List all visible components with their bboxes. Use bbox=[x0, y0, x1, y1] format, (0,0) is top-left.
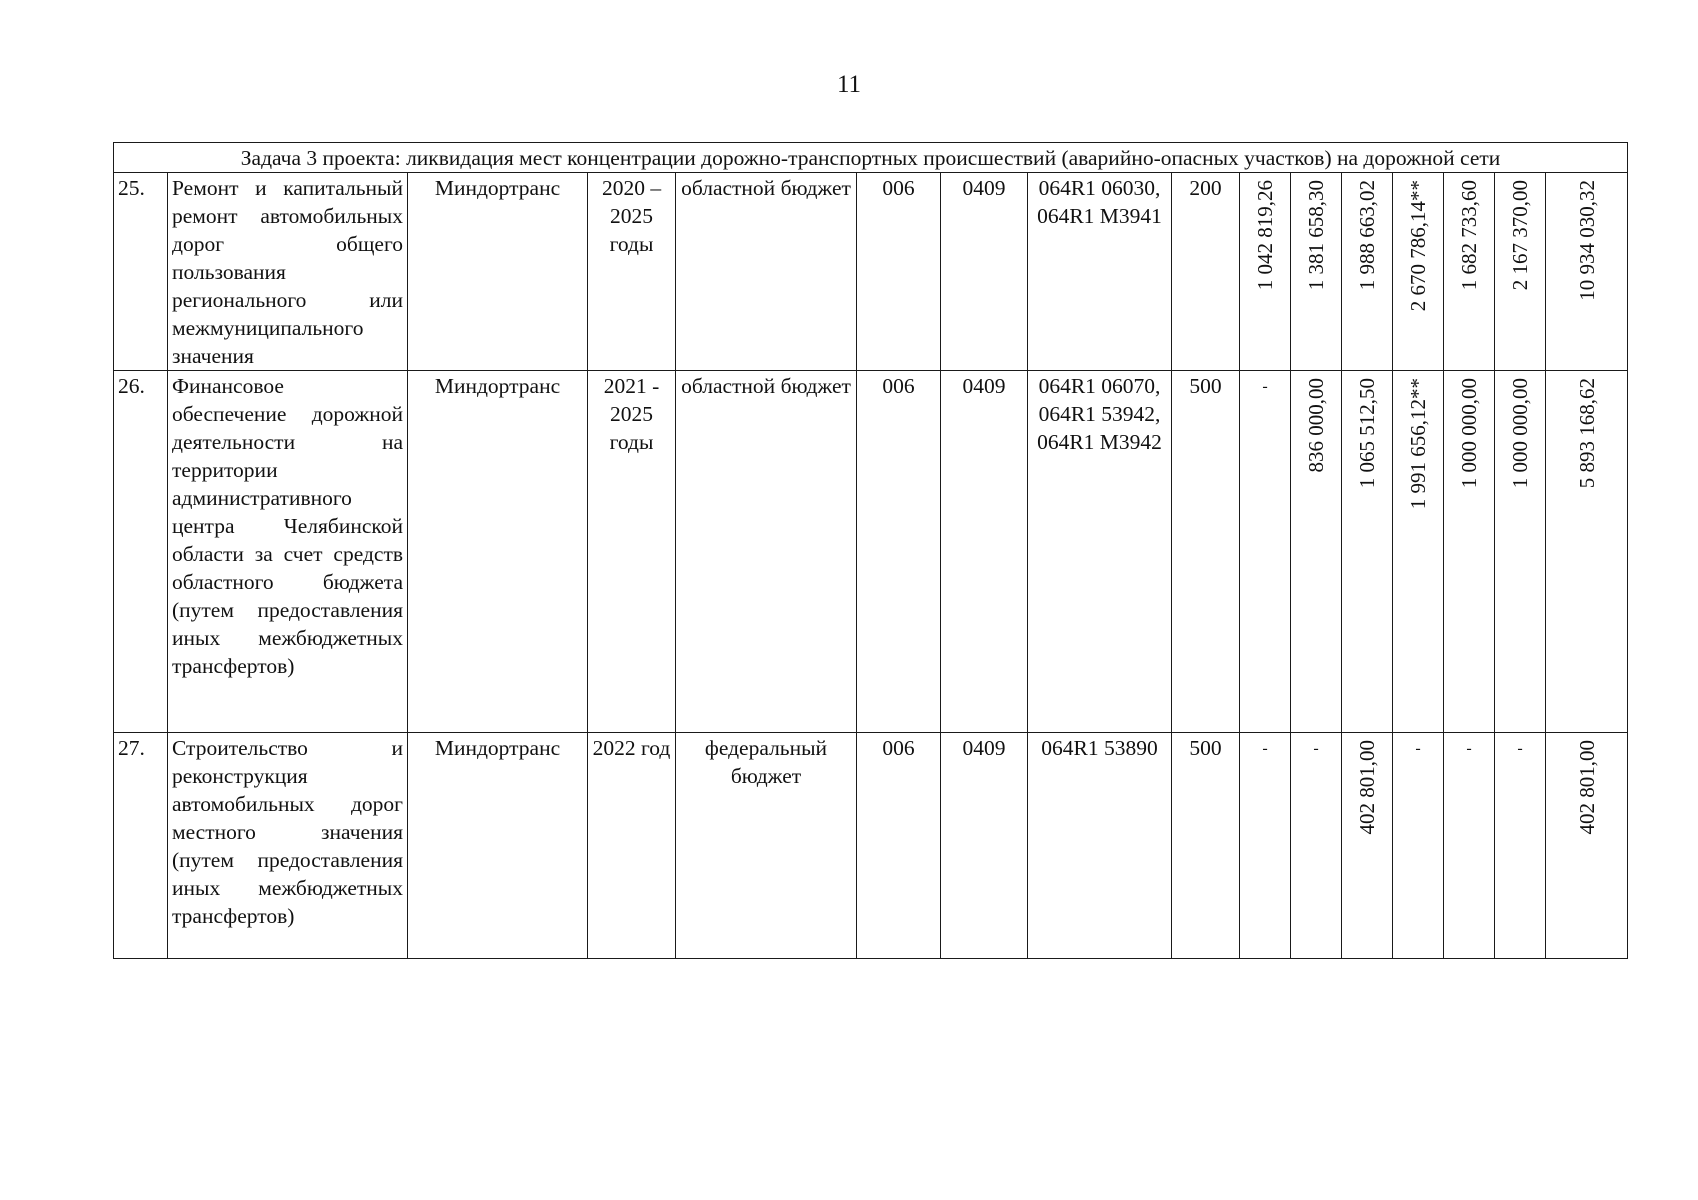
period: 2022 год bbox=[588, 733, 676, 959]
empty-amount-dash: - bbox=[1262, 740, 1268, 757]
funding-source: областной бюджет bbox=[676, 371, 857, 733]
amount-value: 836 000,00 bbox=[1304, 378, 1328, 473]
amount-value: 1 991 656,12** bbox=[1406, 378, 1430, 510]
empty-amount-dash: - bbox=[1262, 378, 1268, 395]
amount-cell bbox=[1495, 733, 1546, 959]
amount-value: 402 801,00 bbox=[1574, 740, 1599, 835]
amount-cell bbox=[1546, 173, 1628, 371]
section-code: 0409 bbox=[941, 733, 1028, 959]
table-row bbox=[114, 173, 1628, 371]
empty-amount-dash: - bbox=[1466, 740, 1472, 757]
measure-description bbox=[168, 371, 408, 733]
amount-value: 1 000 000,00 bbox=[1508, 378, 1532, 489]
amount-cell bbox=[1240, 733, 1291, 959]
budget-table bbox=[113, 142, 1628, 959]
target-article: 064R1 06030, 064R1 M3941 bbox=[1028, 173, 1172, 371]
executor: Миндортранс bbox=[408, 173, 588, 371]
measure-description bbox=[168, 173, 408, 371]
section-code: 0409 bbox=[941, 173, 1028, 371]
empty-amount-dash: - bbox=[1313, 740, 1319, 757]
amount-value: 1 381 658,30 bbox=[1304, 180, 1328, 291]
measure-description bbox=[168, 733, 408, 959]
amount-cell bbox=[1291, 733, 1342, 959]
amount-cell bbox=[1444, 173, 1495, 371]
amount-cell bbox=[1291, 371, 1342, 733]
grbs-code: 006 bbox=[857, 371, 941, 733]
amount-value: 402 801,00 bbox=[1355, 740, 1379, 835]
amount-value: 1 065 512,50 bbox=[1355, 378, 1379, 489]
amount-cell bbox=[1240, 173, 1291, 371]
expense-type: 500 bbox=[1172, 371, 1240, 733]
amount-value: 10 934 030,32 bbox=[1574, 180, 1599, 301]
description-last-line: трансфертов) bbox=[172, 654, 295, 678]
table-row bbox=[114, 371, 1628, 733]
target-article: 064R1 53890 bbox=[1028, 733, 1172, 959]
description-text: Финансовое обеспечение дорожной деятельности на территории административного центра Челябинской области за счет средств областного бюджета (путем предоставления иных межбюджетных bbox=[172, 374, 403, 650]
amount-cell bbox=[1342, 733, 1393, 959]
amount-value: 1 042 819,26 bbox=[1253, 180, 1277, 291]
row-number: 26. bbox=[114, 371, 168, 733]
amount-value: 5 893 168,62 bbox=[1574, 378, 1599, 489]
expense-type: 500 bbox=[1172, 733, 1240, 959]
table-row bbox=[114, 733, 1628, 959]
description-last-line: трансфертов) bbox=[172, 904, 295, 928]
description-text: Ремонт и капитальный ремонт автомобильных дорог общего пользования регионального или межмуниципального bbox=[172, 176, 403, 340]
description-last-line: значения bbox=[172, 344, 254, 368]
amount-cell bbox=[1444, 733, 1495, 959]
amount-cell bbox=[1342, 173, 1393, 371]
section-code: 0409 bbox=[941, 371, 1028, 733]
funding-source: областной бюджет bbox=[676, 173, 857, 371]
target-article: 064R1 06070, 064R1 53942, 064R1 M3942 bbox=[1028, 371, 1172, 733]
funding-source: федеральный бюджет bbox=[676, 733, 857, 959]
amount-value: 1 682 733,60 bbox=[1457, 180, 1481, 291]
amount-value: 2 670 786,14** bbox=[1406, 180, 1430, 312]
amount-cell bbox=[1495, 173, 1546, 371]
period: 2020 – 2025 годы bbox=[588, 173, 676, 371]
period: 2021 - 2025 годы bbox=[588, 371, 676, 733]
description-text: Строительство и реконструкция автомобильных дорог местного значения (путем предоставления иных межбюджетных bbox=[172, 736, 403, 900]
amount-cell bbox=[1393, 371, 1444, 733]
executor: Миндортранс bbox=[408, 371, 588, 733]
amount-cell bbox=[1444, 371, 1495, 733]
amount-cell bbox=[1342, 371, 1393, 733]
grbs-code: 006 bbox=[857, 733, 941, 959]
amount-cell bbox=[1495, 371, 1546, 733]
amount-value: 2 167 370,00 bbox=[1508, 180, 1532, 291]
expense-type: 200 bbox=[1172, 173, 1240, 371]
amount-cell bbox=[1546, 371, 1628, 733]
amount-value: 1 000 000,00 bbox=[1457, 378, 1481, 489]
task-header: Задача 3 проекта: ликвидация мест концентрации дорожно-транспортных происшествий (аварийно-опасных участков) на дорожной сети bbox=[114, 143, 1628, 173]
empty-amount-dash: - bbox=[1517, 740, 1523, 757]
row-number: 27. bbox=[114, 733, 168, 959]
amount-cell bbox=[1393, 733, 1444, 959]
empty-amount-dash: - bbox=[1415, 740, 1421, 757]
amount-value: 1 988 663,02 bbox=[1355, 180, 1379, 291]
amount-cell bbox=[1393, 173, 1444, 371]
page-number: 11 bbox=[836, 71, 862, 98]
amount-cell bbox=[1240, 371, 1291, 733]
amount-cell bbox=[1546, 733, 1628, 959]
grbs-code: 006 bbox=[857, 173, 941, 371]
executor: Миндортранс bbox=[408, 733, 588, 959]
row-number: 25. bbox=[114, 173, 168, 371]
amount-cell bbox=[1291, 173, 1342, 371]
